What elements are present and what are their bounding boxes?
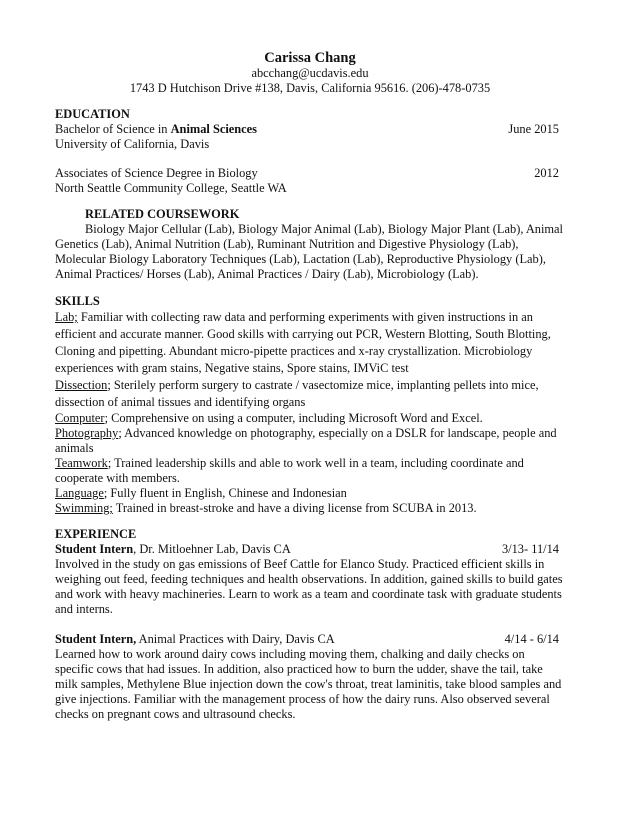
skill-label: Dissection — [55, 378, 108, 392]
skill-label: Photography — [55, 426, 119, 440]
degree-text: Bachelor of Science in — [55, 122, 171, 136]
skill-item — [55, 309, 565, 377]
contact-address: 1743 D Hutchison Drive #138, Davis, California 95616. (206)-478-0735 — [129, 81, 491, 95]
degree — [55, 166, 258, 181]
skill-text: ; Sterilely perform surgery to castrate / vasectomize mice, implanting pellets into mice, dissection of animal tissues and identifying organs — [55, 378, 539, 409]
coursework-text: Biology Major Cellular (Lab), Biology Major Animal (Lab), Biology Major Plant (Lab), Animal Genetics (Lab), Animal Nutrition (Lab), Ruminant Nutrition and Digestive Physiology (Lab), Molecular Biology Laboratory Techniques (Lab), Lactation (Lab), Reproductive Physiology (Lab), Animal Practices/ Horses (Lab), Animal Practices / Dairy (Lab), Microbiology (Lab). — [55, 222, 563, 281]
job-entry — [55, 632, 565, 722]
job-date: 4/14 - 6/14 — [504, 632, 559, 646]
skill-item — [55, 501, 565, 516]
degree-date: June 2015 — [508, 122, 559, 136]
job-date: 3/13- 11/14 — [501, 542, 559, 556]
skill-label: Computer — [55, 411, 105, 425]
skills-heading: SKILLS — [55, 294, 100, 308]
degree-date: 2012 — [534, 166, 559, 180]
skill-item — [55, 456, 565, 486]
education-heading: EDUCATION — [55, 107, 130, 121]
skill-text: ; Comprehensive on using a computer, including Microsoft Word and Excel. — [104, 411, 483, 425]
skill-label: Swimming; — [55, 501, 113, 515]
job-title — [55, 542, 291, 557]
school: North Seattle Community College, Seattle WA — [55, 181, 287, 195]
skill-item — [55, 377, 565, 411]
education-entry — [55, 166, 565, 196]
experience-heading: EXPERIENCE — [55, 527, 137, 541]
skill-item — [55, 426, 565, 456]
degree-text: Associates of Science Degree in Biology — [55, 166, 258, 180]
school: University of California, Davis — [55, 137, 210, 151]
skill-item — [55, 486, 565, 501]
contact-email: abcchang@ucdavis.edu — [251, 66, 369, 80]
degree-major: Animal Sciences — [170, 122, 257, 136]
skill-text: ; Advanced knowledge on photography, especially on a DSLR for landscape, people and animals — [55, 426, 557, 455]
job-place: Animal Practices with Dairy, Davis CA — [136, 632, 335, 646]
skill-item — [55, 411, 565, 426]
job-role: Student Intern — [55, 542, 134, 556]
skill-label: Lab; — [55, 310, 78, 324]
education-entry — [55, 122, 565, 152]
skill-text: ; Fully fluent in English, Chinese and Indonesian — [103, 486, 347, 500]
resume-page — [55, 50, 565, 722]
job-title — [55, 632, 335, 647]
job-entry — [55, 542, 565, 617]
candidate-name: Carissa Chang — [264, 50, 356, 66]
skill-text: Trained in breast-stroke and have a diving license from SCUBA in 2013. — [112, 501, 477, 515]
job-role: Student Intern, — [55, 632, 137, 646]
coursework-heading: RELATED COURSEWORK — [85, 207, 240, 221]
degree — [55, 122, 257, 137]
skill-label: Language — [55, 486, 104, 500]
job-description: Learned how to work around dairy cows including moving them, chalking and daily checks on specific cows that had issues. In addition, also practiced how to burn the udder, shave the tail, take milk samples, Methylene Blue injection down the cow's throat, treat laminitis, take blood samples and give injections. Familiar with the management process of how the dairy runs. Also observed several checks on pregnant cows and ultrasound checks. — [55, 647, 562, 721]
skill-text: Familiar with collecting raw data and performing experiments with given instructions in an efficient and accurate manner. Good skills with carrying out PCR, Western Blotting, South Blotting, Cloning and pipetting. Abundant micro-pipette practices and x-ray crystallization. Microbiology experiences with gram stains, Negative stains, Spore stains, IMViC test — [55, 310, 551, 375]
skill-label: Teamwork — [55, 456, 108, 470]
skill-text: ; Trained leadership skills and able to work well in a team, including coordinate and cooperate with members. — [55, 456, 524, 485]
job-place: , Dr. Mitloehner Lab, Davis CA — [133, 542, 291, 556]
job-description: Involved in the study on gas emissions of Beef Cattle for Elanco Study. Practiced efficient skills in weighing out feed, feeding techniques and health observations. In addition, gained skills to build gates and work with heavy machineries. Learn to work as a team and coordinate task with graduate students and interns. — [55, 557, 563, 616]
